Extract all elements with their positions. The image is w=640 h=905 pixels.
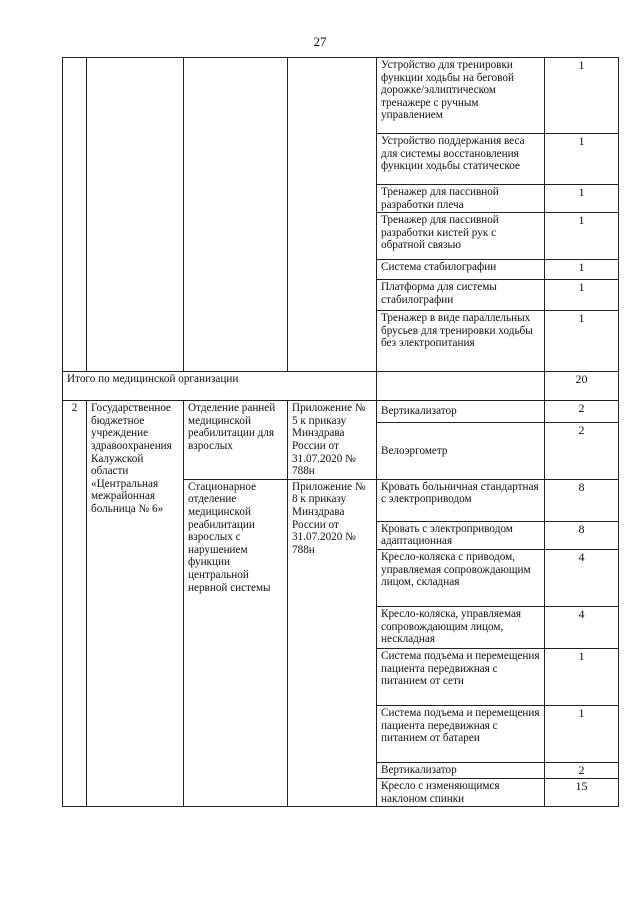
equipment-name: Вертикализатор — [377, 762, 545, 778]
org-name: Государственное бюджетное учреждение здравоохранения Калужской области «Центральная межрайонная больница № 6» — [87, 401, 184, 807]
table-row — [63, 401, 619, 423]
equipment-name: Тренажер для пассивной разработки кистей рук с обратной связью — [377, 213, 545, 260]
equipment-name: Устройство для тренировки функции ходьбы на беговой дорожке/эллиптическом тренажере с ручным управлением — [377, 58, 545, 134]
org-cell-empty — [87, 58, 184, 372]
table-row — [63, 58, 619, 134]
page-number: 27 — [313, 34, 327, 49]
department-name: Отделение ранней медицинской реабилитации для взрослых — [184, 401, 288, 480]
equipment-qty: 4 — [545, 549, 619, 606]
equipment-qty: 4 — [545, 606, 619, 648]
equipment-qty: 1 — [545, 185, 619, 213]
equipment-table — [62, 57, 619, 807]
total-empty-cell — [377, 372, 545, 401]
equipment-name: Тренажер в виде параллельных брусьев для тренировки ходьбы без электропитания — [377, 311, 545, 372]
equipment-name: Система стабилографии — [377, 260, 545, 280]
total-row — [63, 372, 619, 401]
equipment-qty: 1 — [545, 648, 619, 705]
equipment-qty: 1 — [545, 58, 619, 134]
equipment-qty: 1 — [545, 311, 619, 372]
equipment-name: Вертикализатор — [377, 401, 545, 423]
equipment-name: Кресло-коляска, управляемая сопровождающим лицом, нескладная — [377, 606, 545, 648]
equipment-qty: 8 — [545, 521, 619, 549]
equipment-qty: 2 — [545, 423, 619, 479]
equipment-qty: 1 — [545, 213, 619, 260]
order-cell-empty — [288, 58, 377, 372]
num-cell-empty — [63, 58, 87, 372]
equipment-name: Тренажер для пассивной разработки плеча — [377, 185, 545, 213]
equipment-name: Устройство поддержания веса для системы восстановления функции ходьбы статическое — [377, 134, 545, 185]
equipment-qty: 1 — [545, 705, 619, 762]
equipment-qty: 8 — [545, 479, 619, 521]
equipment-name: Система подъема и перемещения пациента передвижная с питанием от сети — [377, 648, 545, 705]
order-reference: Приложение № 8 к приказу Минздрава России от 31.07.2020 № 788н — [288, 479, 377, 806]
total-label: Итого по медицинской организации — [63, 372, 377, 401]
equipment-name: Кровать с электроприводом адаптационная — [377, 521, 545, 549]
org-number: 2 — [63, 401, 87, 807]
equipment-qty: 2 — [545, 401, 619, 423]
equipment-name: Кровать больничная стандартная с электроприводом — [377, 479, 545, 521]
equipment-name: Кресло с изменяющимся наклоном спинки — [377, 778, 545, 806]
department-name: Стационарное отделение медицинской реабилитации взрослых с нарушением функции центральной нервной системы — [184, 479, 288, 806]
equipment-name: Платформа для системы стабилографии — [377, 280, 545, 311]
equipment-qty: 15 — [545, 778, 619, 806]
equipment-qty: 1 — [545, 134, 619, 185]
total-qty: 20 — [545, 372, 619, 401]
equipment-qty: 1 — [545, 260, 619, 280]
equipment-name: Кресло-коляска с приводом, управляемая сопровождающим лицом, складная — [377, 549, 545, 606]
order-reference: Приложение № 5 к приказу Минздрава России от 31.07.2020 № 788н — [288, 401, 377, 480]
equipment-qty: 1 — [545, 280, 619, 311]
equipment-name: Система подъема и перемещения пациента передвижная с питанием от батареи — [377, 705, 545, 762]
equipment-name: Велоэргометр — [377, 423, 545, 479]
department-cell-empty — [184, 58, 288, 372]
equipment-qty: 2 — [545, 762, 619, 778]
